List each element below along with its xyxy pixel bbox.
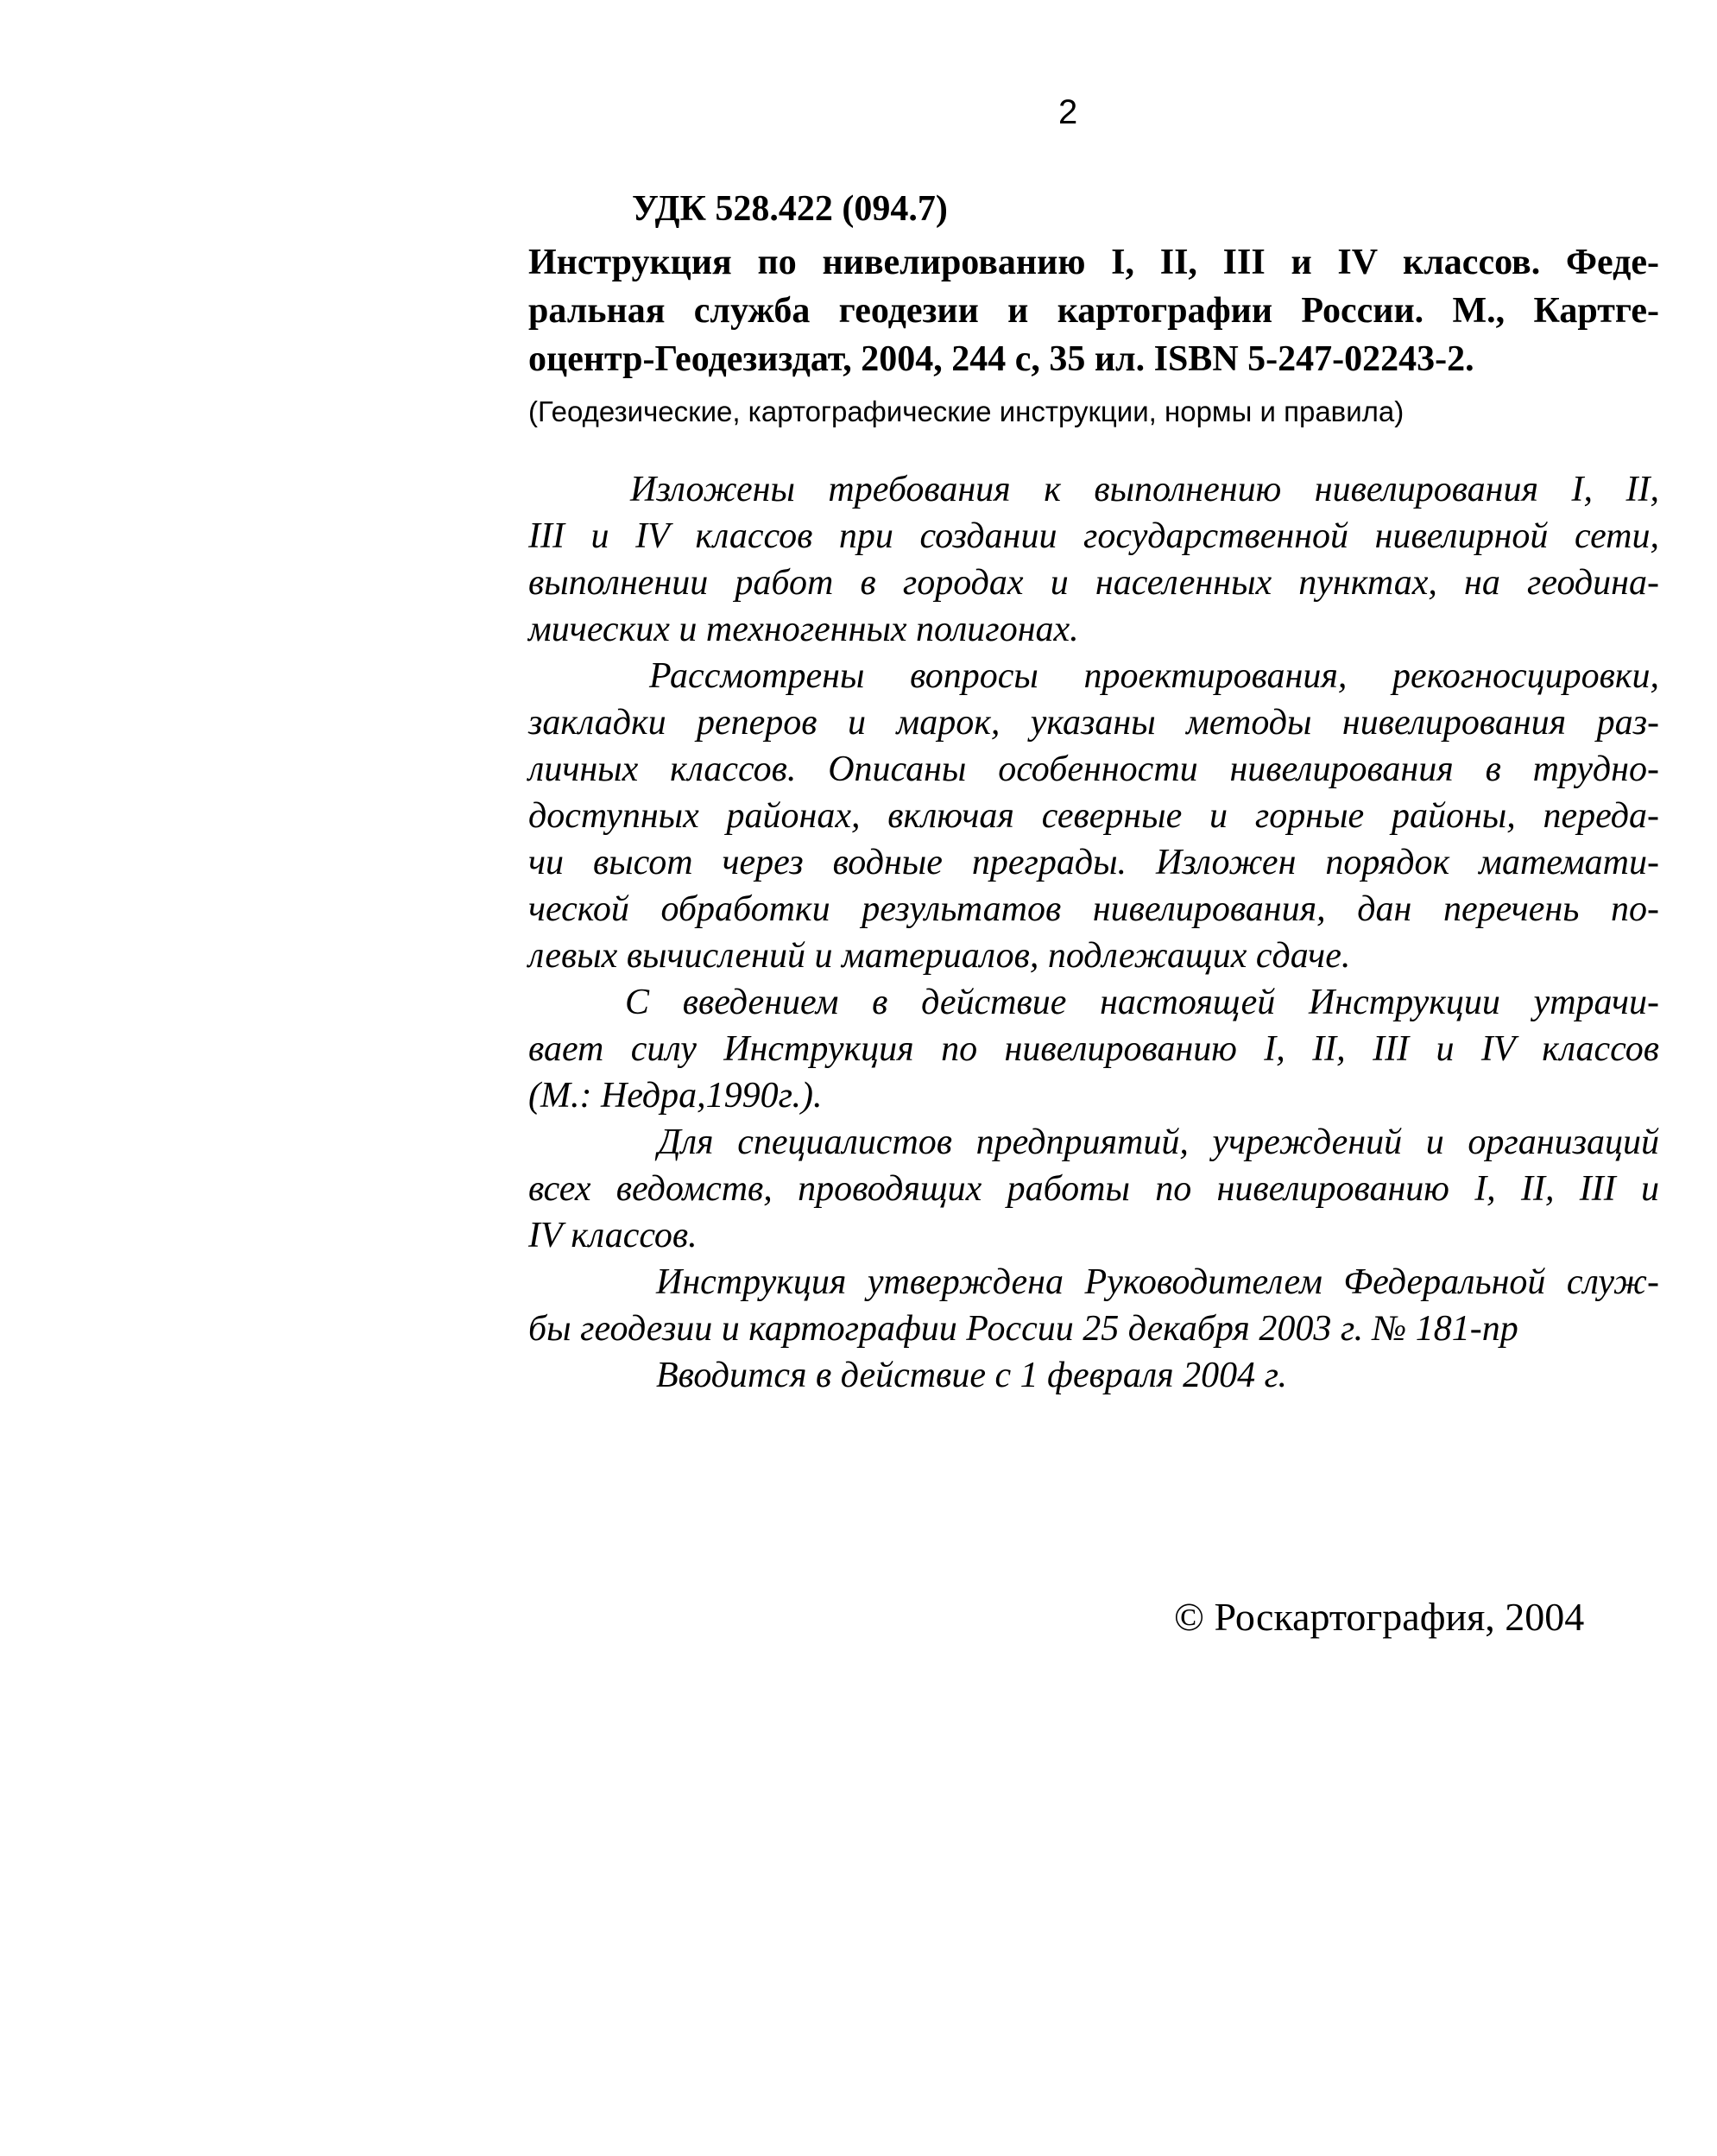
annotation-line: доступных районах, включая северные и горные районы, переда- bbox=[528, 796, 1659, 836]
annotation-line: всех ведомств, проводящих работы по нивелированию I, II, III и bbox=[528, 1169, 1659, 1209]
annotation-line: чи высот через водные преграды. Изложен порядок математи- bbox=[528, 843, 1659, 882]
annotation-line: вает силу Инструкция по нивелированию I, II, III и IV классов bbox=[528, 1029, 1659, 1069]
biblio-line: ральная служба геодезии и картографии России. М., Картге- bbox=[528, 291, 1659, 331]
annotation bbox=[528, 466, 1659, 1399]
annotation-line: (М.: Недра,1990г.). bbox=[528, 1076, 823, 1116]
page-number: 2 bbox=[1058, 93, 1078, 131]
biblio-line: оцентр-Геодезиздат, 2004, 244 с, 35 ил. ISBN 5-247-02243-2. bbox=[528, 339, 1474, 379]
annotation-line: III и IV классов при создании государственной нивелирной сети, bbox=[528, 516, 1659, 556]
annotation-line: IV классов. bbox=[528, 1216, 698, 1255]
udc-code: УДК 528.422 (094.7) bbox=[632, 189, 948, 229]
annotation-line: С введением в действие настоящей Инструкции утрачи- bbox=[625, 983, 1659, 1022]
annotation-line: ческой обработки результатов нивелирования, дан перечень по- bbox=[528, 889, 1659, 929]
series-note: (Геодезические, картографические инструкции, нормы и правила) bbox=[528, 395, 1405, 427]
biblio-line: Инструкция по нивелированию I, II, III и IV классов. Феде- bbox=[528, 243, 1659, 282]
annotation-line: выполнении работ в городах и населенных пунктах, на геодина- bbox=[528, 563, 1659, 603]
annotation-line: Инструкция утверждена Руководителем Федеральной служ- bbox=[656, 1262, 1659, 1302]
annotation-line: закладки реперов и марок, указаны методы нивелирования раз- bbox=[528, 703, 1659, 743]
annotation-line: бы геодезии и картографии России 25 декабря 2003 г. № 181-пр bbox=[528, 1309, 1518, 1349]
annotation-line: личных классов. Описаны особенности нивелирования в трудно- bbox=[528, 749, 1659, 789]
annotation-line: Для специалистов предприятий, учреждений и организаций bbox=[658, 1122, 1659, 1162]
annotation-line: Вводится в действие с 1 февраля 2004 г. bbox=[656, 1356, 1288, 1395]
annotation-line: Изложены требования к выполнению нивелирования I, II, bbox=[630, 470, 1659, 509]
annotation-line: левых вычислений и материалов, подлежащих сдаче. bbox=[528, 936, 1351, 976]
annotation-line: Рассмотрены вопросы проектирования, рекогносцировки, bbox=[649, 656, 1659, 696]
bibliographic-description bbox=[528, 238, 1659, 383]
annotation-line: мических и техногенных полигонах. bbox=[528, 610, 1079, 649]
copyright-notice: © Роскартография, 2004 bbox=[1174, 1595, 1585, 1639]
